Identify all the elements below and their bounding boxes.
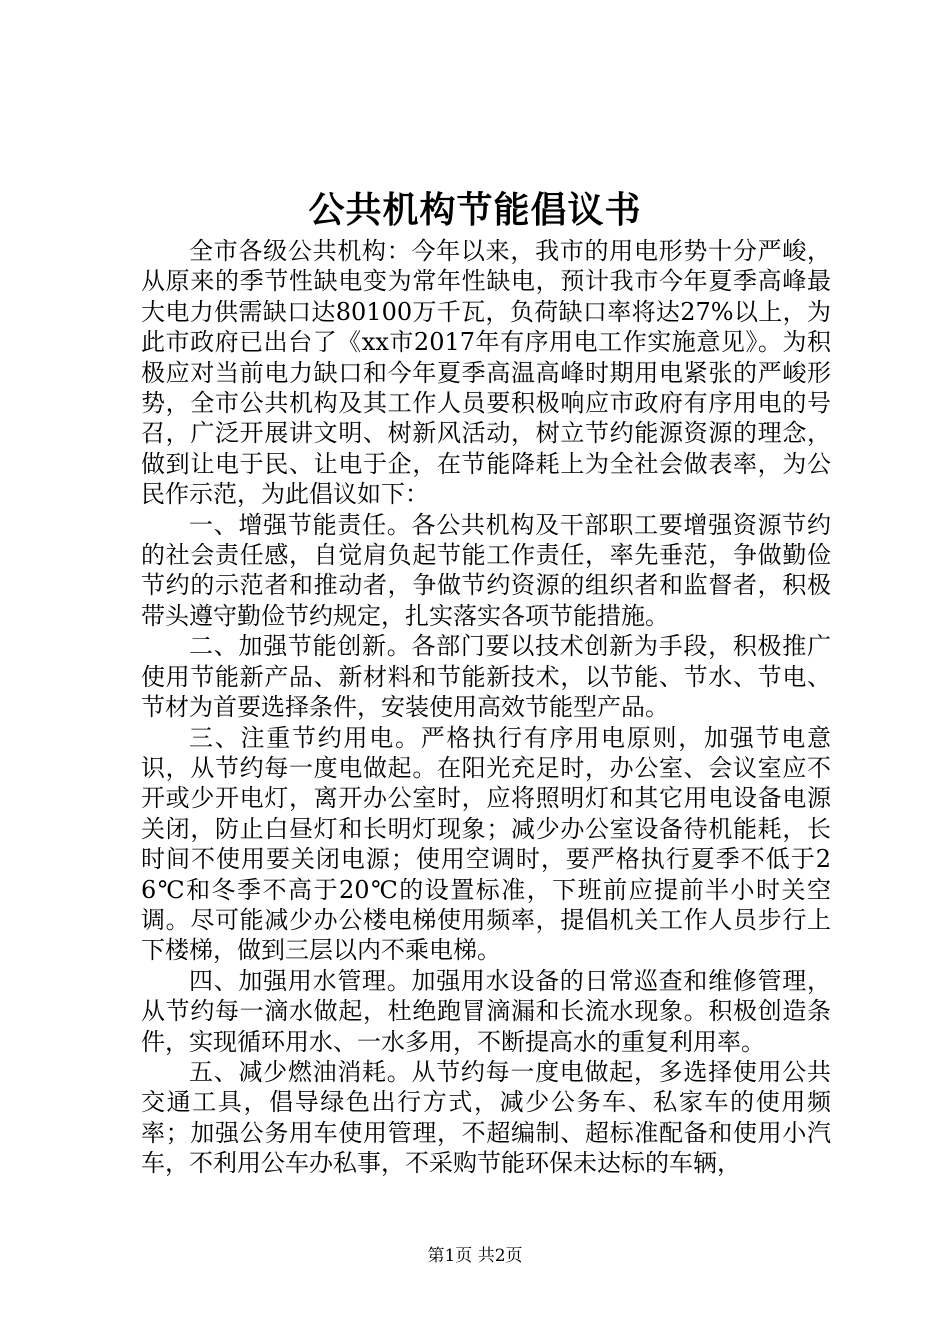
- paragraph-item-3: 三、注重节约用电。严格执行有序用电原则，加强节电意识，从节约每一度电做起。在阳光充足时，办公室、会议室应不开或少开电灯，离开办公室时，应将照明灯和其它用电设备电源关闭，防止白昼灯和长明灯现象；减少办公室设备待机能耗，长时间不使用要关闭电源；使用空调时，要严格执行夏季不低于26℃和冬季不高于20℃的设置标准，下班前应提前半小时关空调。尽可能减少办公楼电梯使用频率，提倡机关工作人员步行上下楼梯，做到三层以内不乘电梯。: [141, 723, 831, 965]
- document-title: 公共机构节能倡议书: [308, 189, 642, 231]
- paragraph-item-4: 四、加强用水管理。加强用水设备的日常巡查和维修管理，从节约每一滴水做起，杜绝跑冒滴漏和长流水现象。积极创造条件，实现循环用水、一水多用，不断提高水的重复利用率。: [141, 966, 831, 1056]
- document-body: [141, 236, 831, 1179]
- paragraph-intro: 全市各级公共机构：今年以来，我市的用电形势十分严峻，从原来的季节性缺电变为常年性缺电，预计我市今年夏季高峰最大电力供需缺口达80100万千瓦，负荷缺口率将达27%以上，为此市政府已出台了《xx市2017年有序用电工作实施意见》。为积极应对当前电力缺口和今年夏季高温高峰时期用电紧张的严峻形势，全市公共机构及其工作人员要积极响应市政府有序用电的号召，广泛开展讲文明、树新风活动，树立节约能源资源的理念，做到让电于民、让电于企，在节能降耗上为全社会做表率，为公民作示范，为此倡议如下：: [141, 237, 831, 509]
- paragraph-item-1: 一、增强节能责任。各公共机构及干部职工要增强资源节约的社会责任感，自觉肩负起节能工作责任，率先垂范，争做勤俭节约的示范者和推动者，争做节约资源的组织者和监督者，积极带头遵守勤俭节约规定，扎实落实各项节能措施。: [141, 510, 831, 630]
- paragraph-item-5: 五、减少燃油消耗。从节约每一度电做起，多选择使用公共交通工具，倡导绿色出行方式，减少公务车、私家车的使用频率；加强公务用车使用管理，不超编制、超标准配备和使用小汽车，不利用公车办私事，不采购节能环保未达标的车辆，: [141, 1057, 831, 1178]
- page-footer: 第1页 共2页: [427, 1246, 523, 1266]
- paragraph-item-2: 二、加强节能创新。各部门要以技术创新为手段，积极推广使用节能新产品、新材料和节能新技术，以节能、节水、节电、节材为首要选择条件，安装使用高效节能型产品。: [141, 632, 831, 722]
